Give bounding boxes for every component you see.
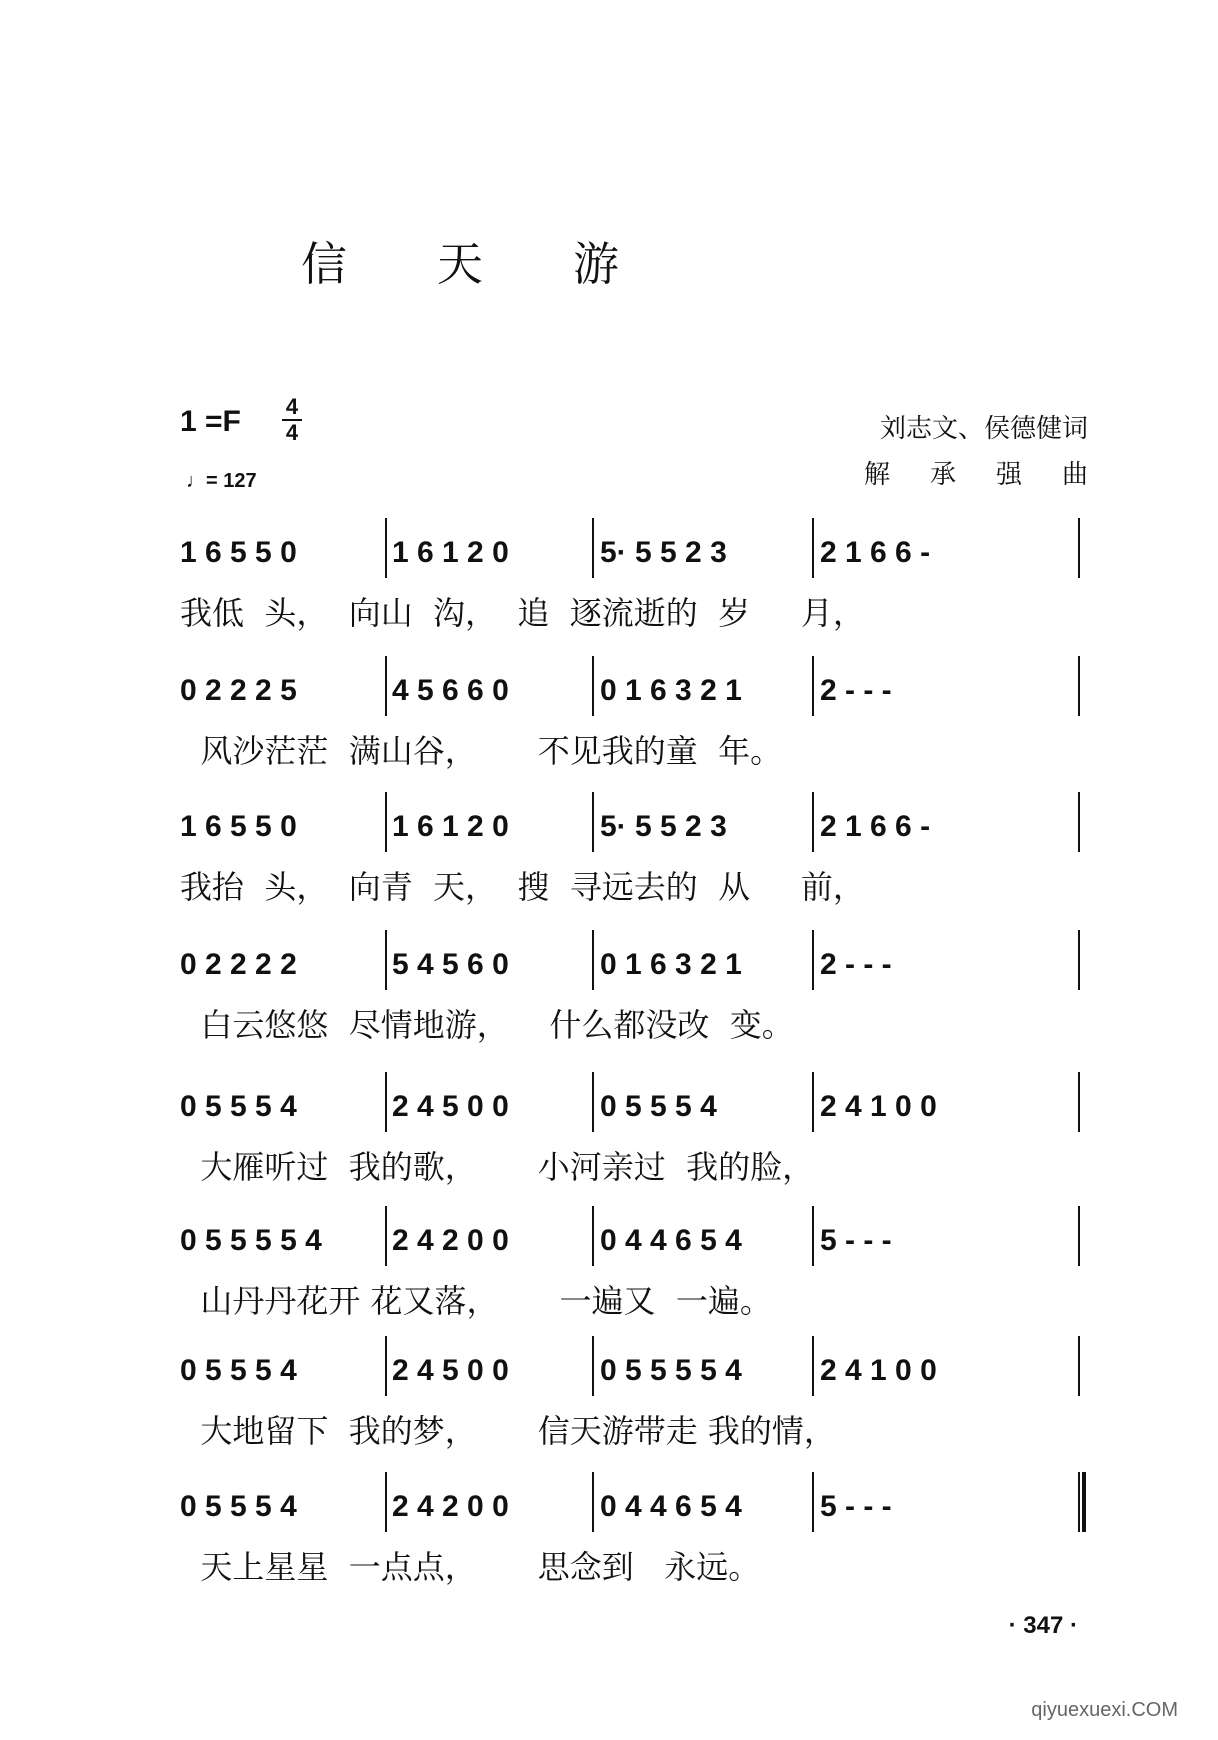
- measure: 0 5 5 5 4: [180, 1490, 297, 1523]
- barline: [812, 1206, 814, 1266]
- lyricist-credit: 刘志文、侯德健词: [879, 414, 1088, 444]
- score-system: [180, 792, 1100, 862]
- barline: [812, 1072, 814, 1132]
- barline: [812, 930, 814, 990]
- credits: [863, 406, 1128, 498]
- measure: 2 4 1 0 0: [820, 1354, 937, 1387]
- barline: [592, 518, 594, 578]
- lyric-line: 风沙茫茫 满山谷， 不见我的童 年。: [180, 732, 783, 770]
- measure: 2 4 5 0 0: [392, 1354, 509, 1387]
- barline: [592, 792, 594, 852]
- barline: [385, 1206, 387, 1266]
- lyric-line: 白云悠悠 尽情地游， 什么都没改 变。: [180, 1006, 794, 1044]
- measure: 0 2 2 2 5: [180, 674, 297, 707]
- measure: 2 4 1 0 0: [820, 1090, 937, 1123]
- score-system: [180, 1336, 1100, 1406]
- barline: [385, 792, 387, 852]
- measure: 4 5 6 6 0: [392, 674, 509, 707]
- time-sig-bottom: 4: [285, 420, 299, 445]
- time-signature: [282, 396, 302, 444]
- measure: 5 4 5 6 0: [392, 948, 509, 981]
- barline: [812, 1336, 814, 1396]
- lyric-line: 大地留下 我的梦， 信天游带走 我的情，: [180, 1412, 836, 1450]
- measure: 1 6 1 2 0: [392, 810, 509, 843]
- measure: 1 6 5 5 0: [180, 536, 297, 569]
- lyric-line: 我低 头， 向山 沟， 追 逐流逝的 岁 月，: [180, 594, 865, 632]
- measure: 0 5 5 5 4: [180, 1090, 297, 1123]
- barline: [812, 518, 814, 578]
- measure: 2 4 2 0 0: [392, 1490, 509, 1523]
- measure: 5· 5 5 2 3: [600, 810, 727, 843]
- barline: [1078, 518, 1080, 578]
- measure: 5· 5 5 2 3: [600, 536, 727, 569]
- measure: 2 4 2 0 0: [392, 1224, 509, 1257]
- barline: [1078, 656, 1080, 716]
- measure: 0 4 4 6 5 4: [600, 1224, 742, 1257]
- barline: [812, 1472, 814, 1532]
- barline: [592, 656, 594, 716]
- barline: [592, 930, 594, 990]
- barline: [385, 1336, 387, 1396]
- song-title: 信天游: [301, 237, 709, 291]
- barline: [812, 792, 814, 852]
- score-system: [180, 1072, 1100, 1142]
- measure: 2 1 6 6 -: [820, 536, 931, 569]
- barline: [1078, 1206, 1080, 1266]
- time-sig-top: 4: [285, 394, 299, 419]
- measure: 0 4 4 6 5 4: [600, 1490, 742, 1523]
- measure: 0 5 5 5 4: [600, 1090, 717, 1123]
- lyric-line: 天上星星 一点点， 思念到 永远。: [180, 1548, 761, 1586]
- barline: [812, 656, 814, 716]
- measure: 2 1 6 6 -: [820, 810, 931, 843]
- key-signature: 1 =F: [180, 405, 241, 438]
- watermark: qiyuexuexi.COM: [1031, 1699, 1178, 1721]
- measure: 0 1 6 3 2 1: [600, 948, 742, 981]
- measure: 0 1 6 3 2 1: [600, 674, 742, 707]
- barline: [385, 518, 387, 578]
- score-system: [180, 930, 1100, 1000]
- barline: [592, 1206, 594, 1266]
- measure: 2 4 5 0 0: [392, 1090, 509, 1123]
- score-system: [180, 518, 1100, 588]
- barline: [385, 1072, 387, 1132]
- measure: 1 6 1 2 0: [392, 536, 509, 569]
- lyric-line: 山丹丹花开 花又落， 一遍又 一遍。: [180, 1282, 772, 1320]
- score-system: [180, 1472, 1100, 1542]
- barline: [385, 930, 387, 990]
- measure: 5 - - -: [820, 1490, 892, 1523]
- measure: 0 5 5 5 5 4: [180, 1224, 322, 1257]
- measure: 0 5 5 5 4: [180, 1354, 297, 1387]
- barline: [592, 1336, 594, 1396]
- lyric-line: 我抬 头， 向青 天， 搜 寻远去的 从 前，: [180, 868, 865, 906]
- composer-credit: 解承强曲: [863, 460, 1128, 490]
- score-system: [180, 656, 1100, 726]
- barline: [385, 656, 387, 716]
- barline: [592, 1072, 594, 1132]
- barline: [1078, 1336, 1080, 1396]
- barline: [1078, 1472, 1086, 1532]
- barline: [592, 1472, 594, 1532]
- measure: 0 2 2 2 2: [180, 948, 297, 981]
- measure: 5 - - -: [820, 1224, 892, 1257]
- lyric-line: 大雁听过 我的歌， 小河亲过 我的脸，: [180, 1148, 815, 1186]
- score-system: [180, 1206, 1100, 1276]
- barline: [1078, 792, 1080, 852]
- page-number: · 347 ·: [1008, 1612, 1078, 1639]
- barline: [385, 1472, 387, 1532]
- measure: 0 5 5 5 5 4: [600, 1354, 742, 1387]
- measure: 1 6 5 5 0: [180, 810, 297, 843]
- barline: [1078, 1072, 1080, 1132]
- measure: 2 - - -: [820, 948, 892, 981]
- barline: [1078, 930, 1080, 990]
- measure: 2 - - -: [820, 674, 892, 707]
- tempo-marking: ♩= 127: [186, 470, 257, 492]
